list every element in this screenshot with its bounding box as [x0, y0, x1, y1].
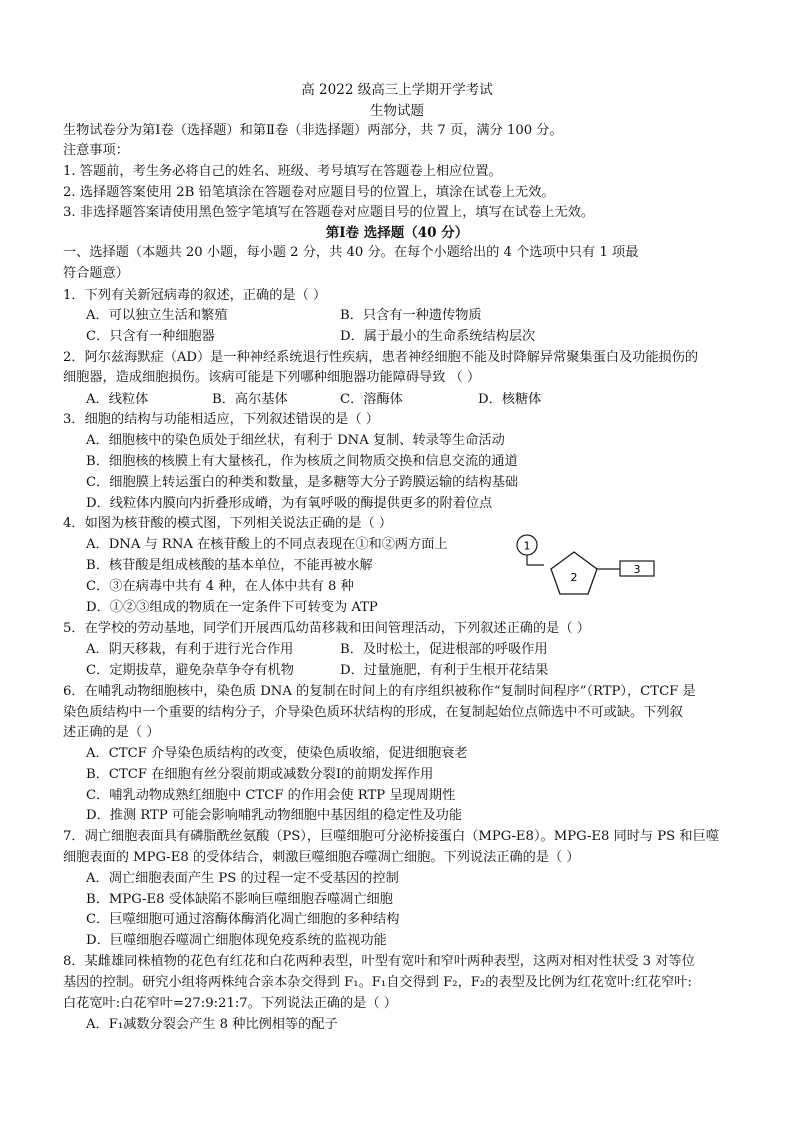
question-8-stem-2: 基因的控制。研究小组将两株纯合亲本杂交得到 F₁。F₁自交得到 F₂，F₂的表型及比例为红花宽叶:红花窄叶: [63, 975, 692, 990]
q6-option-d: D．推测 RTP 可能会影响哺乳动物细胞中基因组的稳定性及功能 [86, 808, 463, 823]
q6-option-b: B．CTCF 在细胞有丝分裂前期或减数分裂Ⅰ的前期发挥作用 [86, 767, 434, 782]
question-8-stem-3: 白花宽叶:白花窄叶=27:9:21:7。下列说法正确的是（ ） [63, 996, 397, 1011]
q5-option-c: C．定期拔草，避免杂草争夺有机物 [86, 663, 294, 678]
question-7-stem-2: 细胞表面的 MPG-E8 的受体结合，刺激巨噬细胞吞噬凋亡细胞。下列说法正确的是（ ） [63, 850, 580, 865]
q4-option-b: B．核苷酸是组成核酸的基本单位，不能再被水解 [86, 558, 373, 573]
phosphate-link [527, 555, 544, 565]
q6-option-a: A．CTCF 介导染色质结构的改变，使染色质收缩，促进细胞衰老 [86, 746, 468, 761]
q7-option-a: A．凋亡细胞表面产生 PS 的过程一定不受基因的控制 [86, 871, 399, 886]
q3-option-a: A．细胞核中的染色质处于细丝状，有利于 DNA 复制、转录等生命活动 [86, 433, 505, 448]
q4-option-d: D．①②③组成的物质在一定条件下可转变为 ATP [86, 600, 378, 615]
intro-line: 生物试卷分为第Ⅰ卷（选择题）和第Ⅱ卷（非选择题）两部分，共 7 页，满分 100 分。 [63, 123, 563, 138]
q2-option-b: B．高尔基体 [212, 392, 288, 407]
q6-option-c: C．哺乳动物成熟红细胞中 CTCF 的作用会使 RTP 呈现周期性 [86, 788, 456, 803]
section-desc-line-1: 一、选择题（本题共 20 小题，每小题 2 分，共 40 分。在每个小题给出的 4 个选项中只有 1 项最 [63, 245, 639, 260]
q1-option-c: C．只含有一种细胞器 [86, 329, 215, 344]
question-4-stem: 4．如图为核苷酸的模式图，下列相关说法正确的是（ ） [63, 516, 393, 531]
q3-option-b: B．细胞核的核膜上有大量核孔，作为核质之间物质交换和信息交流的通道 [86, 454, 518, 469]
notice-item-1: 1. 答题前，考生务必将自己的姓名、班级、考号填写在答题卷上相应位置。 [63, 164, 502, 179]
question-3-stem: 3．细胞的结构与功能相适应，下列叙述错误的是（ ） [63, 412, 379, 427]
q7-option-b: B．MPG-E8 受体缺陷不影响巨噬细胞吞噬凋亡细胞 [86, 892, 393, 907]
base-label: 3 [633, 563, 641, 576]
question-1-stem: 1．下列有关新冠病毒的叙述，正确的是（ ） [63, 288, 327, 303]
q7-option-d: D．巨噬细胞吞噬凋亡细胞体现免疫系统的监视功能 [86, 933, 387, 948]
question-6-stem-1: 6．在哺乳动物细胞核中，染色质 DNA 的复制在时间上的有序组织被称作“复制时间程序”（RTP），CTCF 是 [63, 684, 696, 699]
question-6-stem-2: 染色质结构中一个重要的结构分子，介导染色质环状结构的形成，在复制起始位点筛选中不可或缺。下列叙 [63, 705, 683, 720]
question-5-stem: 5．在学校的劳动基地，同学们开展西瓜幼苗移栽和田间管理活动，下列叙述正确的是（ ） [63, 621, 590, 636]
exam-subtitle: 生物试题 [370, 103, 424, 119]
sugar-label: 2 [570, 571, 578, 584]
q8-option-a: A．F₁减数分裂会产生 8 种比例相等的配子 [86, 1017, 338, 1032]
q5-option-d: D．过量施肥，有利于生根开花结果 [340, 663, 549, 678]
q4-option-a: A．DNA 与 RNA 在核苷酸上的不同点表现在①和②两方面上 [86, 537, 448, 552]
q3-option-d: D．线粒体内膜向内折叠形成嵴，为有氧呼吸的酶提供更多的附着位点 [86, 496, 493, 511]
section-heading: 第Ⅰ卷 选择题（40 分） [325, 225, 469, 241]
notice-item-3: 3. 非选择题答案请使用黑色签字笔填写在答题卷对应题目号的位置上，填写在试卷上无效。 [63, 205, 595, 220]
q1-option-a: A．可以独立生活和繁殖 [86, 308, 228, 323]
q1-option-b: B．只含有一种遗传物质 [340, 308, 482, 323]
q2-option-a: A．线粒体 [86, 392, 149, 407]
q7-option-c: C．巨噬细胞可通过溶酶体酶消化凋亡细胞的多种结构 [86, 912, 400, 927]
q4-option-c: C．③在病毒中共有 4 种，在人体中共有 8 种 [86, 579, 354, 594]
nucleotide-diagram [510, 530, 670, 602]
q2-option-c: C．溶酶体 [340, 392, 403, 407]
question-7-stem-1: 7．凋亡细胞表面具有磷脂酰丝氨酸（PS），巨噬细胞可分泌桥接蛋白（MPG-E8）。MPG-E8 同时与 PS 和巨噬 [63, 829, 719, 844]
exam-title: 高 2022 级高三上学期开学考试 [301, 82, 493, 98]
q5-option-a: A．阴天移栽，有利于进行光合作用 [86, 642, 294, 657]
question-8-stem-1: 8．某雌雄同株植物的花色有红花和白花两种表型，叶型有宽叶和窄叶两种表型，这两对相对性状受 3 对等位 [63, 954, 695, 969]
q3-option-c: C．细胞膜上转运蛋白的种类和数量，是多糖等大分子跨膜运输的结构基础 [86, 475, 519, 490]
q5-option-b: B．及时松土，促进根部的呼吸作用 [340, 642, 548, 657]
notice-item-2: 2. 选择题答案使用 2B 铅笔填涂在答题卷对应题目号的位置上，填涂在试卷上无效。 [63, 185, 555, 200]
question-2-stem-2: 细胞器，造成细胞损伤。该病可能是下列哪种细胞器功能障碍导致 （ ） [63, 370, 481, 385]
question-2-stem-1: 2．阿尔兹海默症（AD）是一种神经系统退行性疾病，患者神经细胞不能及时降解异常聚集蛋白及功能损伤的 [63, 350, 699, 365]
phosphate-label: 1 [523, 539, 531, 553]
q1-option-d: D．属于最小的生命系统结构层次 [340, 329, 536, 344]
section-desc-line-2: 符合题意） [63, 266, 129, 281]
q2-option-d: D．核糖体 [478, 392, 542, 407]
question-6-stem-3: 述正确的是（ ） [63, 725, 160, 740]
notice-heading: 注意事项： [63, 143, 129, 158]
